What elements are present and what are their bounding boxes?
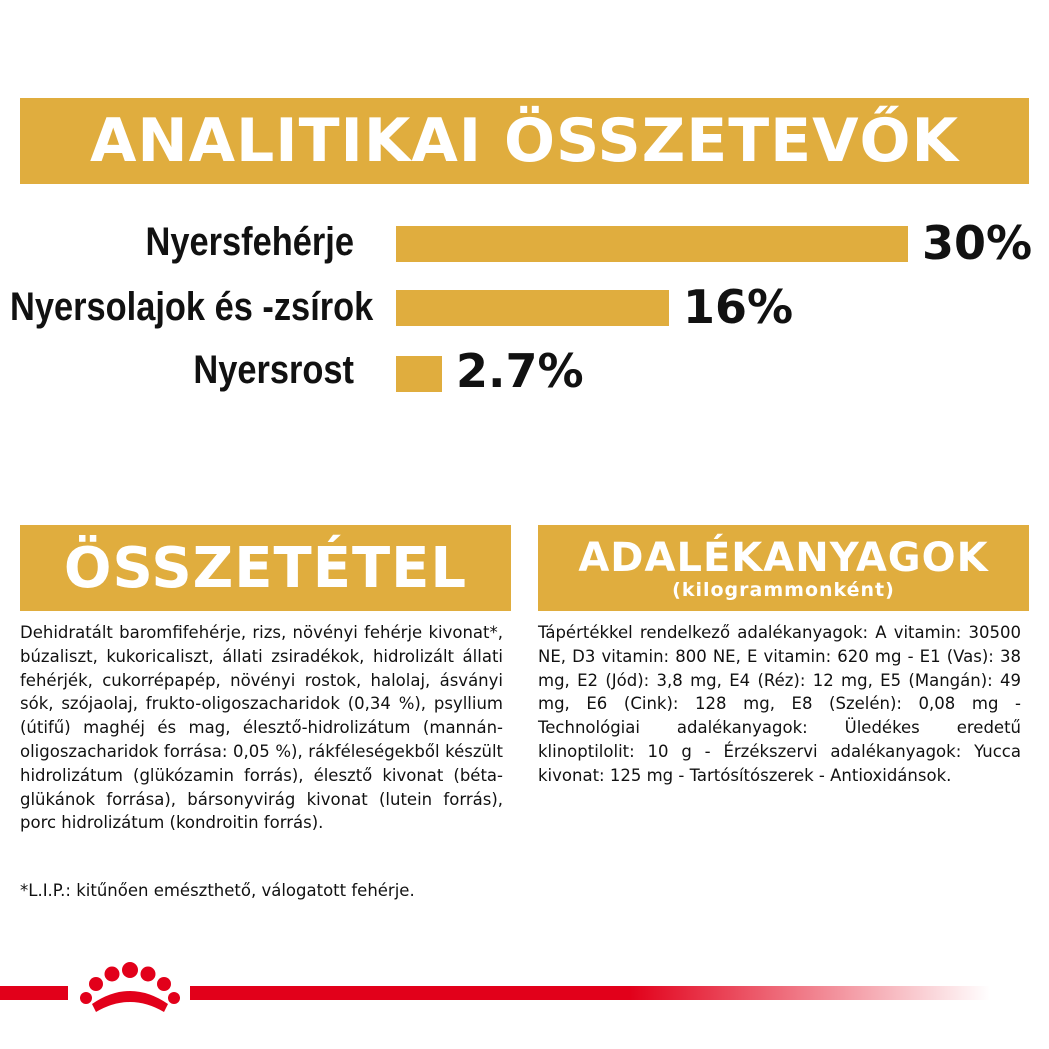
bar-value-protein: 30%: [922, 216, 1033, 270]
bar-fat: [396, 290, 669, 326]
additives-title-banner: [538, 525, 1029, 611]
analytical-title: ANALITIKAI ÖSSZETEVŐK: [89, 106, 960, 176]
composition-text: Dehidratált baromfifehérje, rizs, növényi fehérje kivonat*, búzaliszt, kukoricaliszt, állati zsiradékok, hidrolizált állati fehérjék, cukorrépapép, növényi rostok, halolaj, ásványi sók, szójaolaj, frukto-oligoszacharidok (0,34 %), psyllium (útifű) maghéj és mag, élesztő-hidrolizátum (mannán-oligoszacharidok forrása: 0,05 %), rákféleségekből készült hidrolizátum (glükózamin forrás), élesztő kivonat (béta-glükánok forrása), bársonyvirág kivonat (lutein forrás), porc hidrolizátum (kondroitin forrás).: [20, 623, 503, 833]
bar-fiber: [396, 356, 442, 392]
additives-subtitle: (kilogrammonként): [672, 579, 895, 601]
bar-label-fiber: Nyersrost: [193, 348, 354, 392]
composition-title-banner: [20, 525, 511, 611]
bar-label-protein: Nyersfehérje: [145, 220, 354, 264]
additives-text: Tápértékkel rendelkező adalékanyagok: A vitamin: 30500 NE, D3 vitamin: 800 NE, E vitamin: 620 mg - E1 (Vas): 38 mg, E2 (Jód): 3,8 mg, E4 (Réz): 12 mg, E5 (Mangán): 49 mg, E6 (Cink): 128 mg, E8 (Szelén): 0,08 mg - Technológiai adalékanyagok: Üledékes eredetű klinoptilolit: 10 g - Érzékszervi adalékanyagok: Yucca kivonat: 125 mg - Tartósítószerek - Antioxidánsok.: [538, 623, 1021, 785]
royal-canin-crown-icon: [72, 956, 188, 1016]
footer-line-left: [0, 986, 68, 1000]
bar-value-fiber: 2.7%: [456, 344, 584, 398]
footer-line-right: [190, 986, 990, 1000]
analytical-title-banner: [20, 98, 1029, 184]
bar-protein: [396, 226, 908, 262]
bar-value-fat: 16%: [683, 280, 794, 334]
additives-title: ADALÉKANYAGOK: [578, 535, 989, 581]
bar-label-fat: Nyersolajok és -zsírok: [10, 285, 374, 329]
composition-footnote: *L.I.P.: kitűnően emészthető, válogatott fehérje.: [20, 881, 415, 900]
composition-title: ÖSSZETÉTEL: [63, 535, 468, 601]
